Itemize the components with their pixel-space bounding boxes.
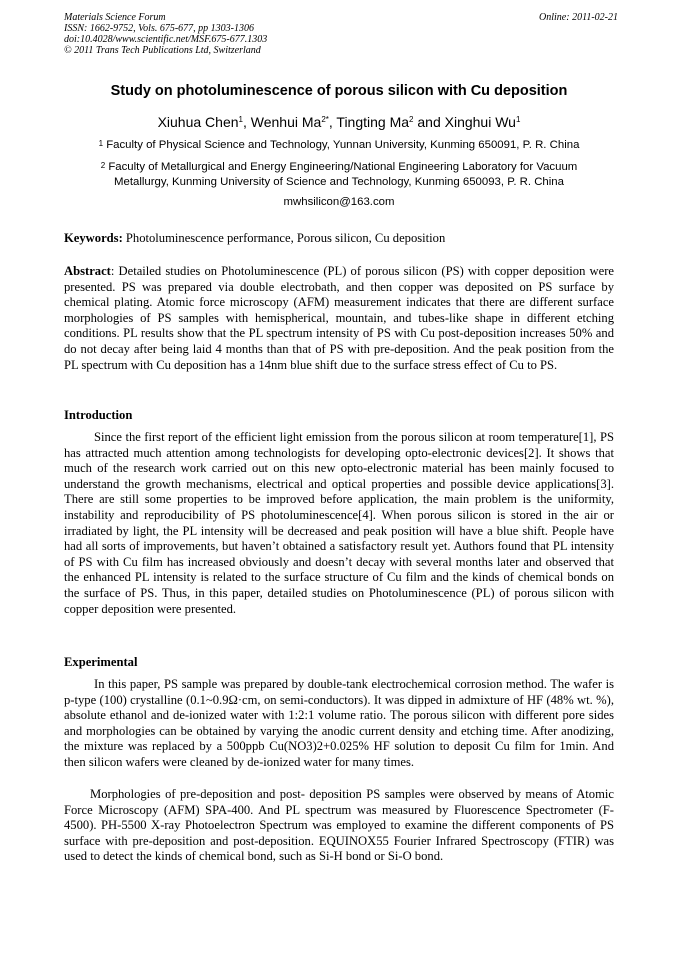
keywords <box>64 231 614 247</box>
author-name: Tingting Ma <box>336 114 410 130</box>
author-name: Wenhui Ma <box>250 114 322 130</box>
paper-title: Study on photoluminescence of porous silicon with Cu deposition <box>110 83 568 99</box>
email: mwhsilicon@163.com <box>283 196 395 208</box>
affiliation-mark: 1 <box>98 139 104 148</box>
doi-line: doi:10.4028/www.scientific.net/MSF.675-677.1303 <box>64 34 268 45</box>
affiliation-1 <box>60 138 618 153</box>
affiliation-text: Faculty of Metallurgical and Energy Engineering/National Engineering Laboratory for Vacuum <box>105 161 578 173</box>
author-name: Xiuhua Chen <box>157 114 239 130</box>
experimental-paragraph-2: Morphologies of pre-deposition and post- deposition PS samples were observed by means of Atomic Force Microscopy (AFM) SPA-400. And PL spectrum was measured by Fluorescence Spectrometer (F-4500). PH-5500 X-ray Photoelectron Spectrum was employed to examine the different components of PS surface with pre-deposition and post-deposition. EQUINOX55 Fourier Infrared Spectroscopy (FTIR) was used to detect the kinds of chemical bond, such as Si-H bond or Si-O bond. <box>64 787 614 864</box>
abstract-text: : Detailed studies on Photoluminescence (PL) of porous silicon (PS) with copper deposition were presented. PS was prepared via double electrobath, and then copper was deposited on PS surface by chemical plating. Atomic force microscopy (AFM) measurement indicates that there are different surface morphologies of PS samples with hemispherical, mountain, and tubes-like shape in different etching conditions. PL results show that the PL spectrum intensity of PS with Cu post-deposition increases 50% and do not decay after being laid 4 months than that of PS with pre-deposition. And the peak position from the PL spectrum with Cu deposition has a 14nm blue shift due to the surface stress effect of Cu to PS. <box>64 264 614 372</box>
author-separator: , <box>328 114 337 130</box>
author-affiliation-mark: 2* <box>321 115 329 124</box>
abstract-label: Abstract <box>64 264 111 278</box>
author-name: Xinghui Wu <box>444 114 516 130</box>
keywords-label: Keywords: <box>64 231 123 245</box>
affiliation-text: Faculty of Physical Science and Technology, Yunnan University, Kunming 650091, P. R. China <box>103 139 580 151</box>
online-date: Online: 2011-02-21 <box>539 12 618 23</box>
journal-name: Materials Science Forum <box>64 12 166 23</box>
introduction-paragraph: Since the first report of the efficient light emission from the porous silicon at room temperature[1], PS has attracted much attention among technologists for developing opto-electronic devices[2]. It shows that much of the research work carried out on this new opto-electronic material has been mainly focused to understand the growth mechanisms, electrical and optical properties and possible device applications[3]. There are still some properties to be improved before application, the main problem is the uniformity, instability and reproducibility of PS photoluminescence[4]. When porous silicon is stored in the air or irradiated by light, the PL intensity will be decreased and peak position will have a blue shift. People have had all sorts of improvements, but haven’t obtained a satisfactory result yet. Authors found that PL intensity of PS with Cu film has increased obviously and doesn’t decay with several months later and observed that the enhanced PL intensity is related to the surface structure of Cu film and the kinds of chemical bonds on the surface of PS. Thus, in this paper, detailed studies on Photoluminescence (PL) of porous silicon with copper deposition were presented. <box>64 430 614 616</box>
author-affiliation-mark: 1 <box>515 115 521 124</box>
section-heading-introduction: Introduction <box>64 408 133 422</box>
affiliation-text: Metallurgy, Kunming University of Science and Technology, Kunming 650093, P. R. China <box>114 176 564 188</box>
issn-line: ISSN: 1662-9752, Vols. 675-677, pp 1303-1306 <box>64 23 254 34</box>
author-separator: , <box>242 114 251 130</box>
section-heading-experimental: Experimental <box>64 655 138 669</box>
experimental-paragraph-1: In this paper, PS sample was prepared by double-tank electrochemical corrosion method. The wafer is p-type (100) crystalline (0.1~0.9Ω·cm, on semi-conductors). It was dipped in admixture of HF (48% wt. %), absolute ethanol and de-ionized water with 1:2:1 volume ratio. The porous silicon with different pore sides and morphologies can be obtained by varying the anodic current density and etching time. After anodizing, the mixture was replaced by a 500ppb Cu(NO3)2+0.025% HF solution to deposit Cu film for 1min. And then silicon wafers were cleaned by de-ionized water for many times. <box>64 677 614 769</box>
affiliation-2 <box>60 160 618 190</box>
author-affiliation-mark: 1 <box>238 115 243 124</box>
abstract <box>64 264 614 373</box>
author-affiliation-mark: 2 <box>409 115 414 124</box>
affiliation-mark: 2 <box>100 161 106 170</box>
journal-header <box>64 12 618 56</box>
author-separator: and <box>413 114 445 130</box>
keywords-text: Photoluminescence performance, Porous silicon, Cu deposition <box>122 231 446 245</box>
copyright-line: © 2011 Trans Tech Publications Ltd, Switzerland <box>64 45 261 56</box>
author-list <box>40 113 638 131</box>
